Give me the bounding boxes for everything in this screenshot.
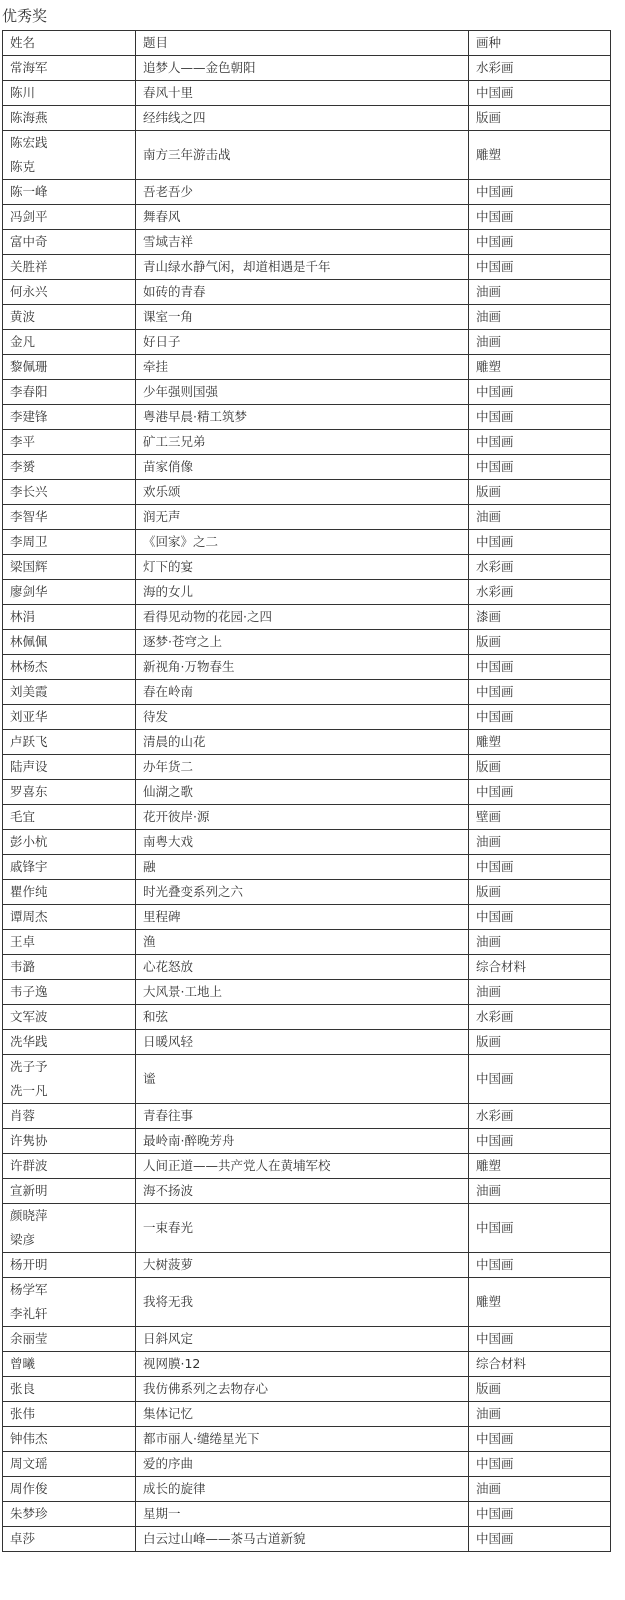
cell-name bbox=[3, 81, 136, 106]
cell-name bbox=[3, 230, 136, 255]
cell-name bbox=[3, 1104, 136, 1129]
table-row bbox=[3, 1377, 611, 1402]
cell-type: 中国画 bbox=[469, 780, 611, 805]
artist-name: 常海军 bbox=[10, 60, 48, 75]
cell-name bbox=[3, 530, 136, 555]
artist-name: 罗喜东 bbox=[10, 784, 48, 799]
table-row bbox=[3, 605, 611, 630]
cell-title: 办年货二 bbox=[136, 755, 469, 780]
table-row bbox=[3, 305, 611, 330]
cell-title: 粤港早晨·精工筑梦 bbox=[136, 405, 469, 430]
cell-title: 追梦人——金色朝阳 bbox=[136, 56, 469, 81]
table-row bbox=[3, 1352, 611, 1377]
awards-table bbox=[2, 30, 611, 1552]
cell-type: 油画 bbox=[469, 1179, 611, 1204]
artist-name: 肖蓉 bbox=[10, 1108, 36, 1123]
cell-name bbox=[3, 330, 136, 355]
cell-type: 油画 bbox=[469, 830, 611, 855]
cell-type: 油画 bbox=[469, 305, 611, 330]
cell-name bbox=[3, 280, 136, 305]
cell-title: 好日子 bbox=[136, 330, 469, 355]
table-row bbox=[3, 330, 611, 355]
cell-type: 水彩画 bbox=[469, 1104, 611, 1129]
artist-name: 关胜祥 bbox=[10, 259, 48, 274]
cell-type: 中国画 bbox=[469, 1204, 611, 1253]
artist-name: 李礼轩 bbox=[10, 1306, 48, 1321]
cell-type: 壁画 bbox=[469, 805, 611, 830]
cell-name bbox=[3, 780, 136, 805]
table-row bbox=[3, 131, 611, 180]
cell-type: 中国画 bbox=[469, 530, 611, 555]
table-header-row bbox=[3, 31, 611, 56]
cell-name bbox=[3, 255, 136, 280]
table-row bbox=[3, 480, 611, 505]
cell-type: 中国画 bbox=[469, 230, 611, 255]
cell-title: 如砖的青春 bbox=[136, 280, 469, 305]
cell-name bbox=[3, 605, 136, 630]
cell-name bbox=[3, 1452, 136, 1477]
table-row bbox=[3, 830, 611, 855]
cell-name bbox=[3, 1005, 136, 1030]
cell-title: 青春往事 bbox=[136, 1104, 469, 1129]
cell-title: 春风十里 bbox=[136, 81, 469, 106]
artist-name: 刘美霞 bbox=[10, 684, 48, 699]
cell-title: 白云过山峰——茶马古道新貌 bbox=[136, 1527, 469, 1552]
artist-name: 钟伟杰 bbox=[10, 1431, 48, 1446]
cell-type: 中国画 bbox=[469, 680, 611, 705]
cell-title: 青山绿水静气闲，却道相遇是千年 bbox=[136, 255, 469, 280]
artist-name: 林杨杰 bbox=[10, 659, 48, 674]
table-row bbox=[3, 1253, 611, 1278]
cell-title: 人间正道——共产党人在黄埔军校 bbox=[136, 1154, 469, 1179]
table-row bbox=[3, 505, 611, 530]
artist-name: 富中奇 bbox=[10, 234, 48, 249]
cell-title: 谧 bbox=[136, 1055, 469, 1104]
cell-name bbox=[3, 1253, 136, 1278]
cell-title: 经纬线之四 bbox=[136, 106, 469, 131]
table-row bbox=[3, 1030, 611, 1055]
artist-name: 余丽莹 bbox=[10, 1331, 48, 1346]
cell-title: 花开彼岸·源 bbox=[136, 805, 469, 830]
cell-name bbox=[3, 555, 136, 580]
cell-name bbox=[3, 580, 136, 605]
artist-name: 李建锋 bbox=[10, 409, 48, 424]
cell-name bbox=[3, 380, 136, 405]
cell-title: 时光叠变系列之六 bbox=[136, 880, 469, 905]
table-row bbox=[3, 255, 611, 280]
cell-title: 苗家俏像 bbox=[136, 455, 469, 480]
cell-name bbox=[3, 1278, 136, 1327]
cell-title: 《回家》之二 bbox=[136, 530, 469, 555]
artist-name: 刘亚华 bbox=[10, 709, 48, 724]
cell-name bbox=[3, 880, 136, 905]
cell-title: 我将无我 bbox=[136, 1278, 469, 1327]
table-row bbox=[3, 1154, 611, 1179]
column-header-title: 题目 bbox=[136, 31, 469, 56]
artist-name: 廖剑华 bbox=[10, 584, 48, 599]
cell-type: 中国画 bbox=[469, 1129, 611, 1154]
table-row bbox=[3, 56, 611, 81]
table-row bbox=[3, 355, 611, 380]
cell-name bbox=[3, 180, 136, 205]
artist-name: 李智华 bbox=[10, 509, 48, 524]
cell-type: 雕塑 bbox=[469, 1154, 611, 1179]
cell-title: 南方三年游击战 bbox=[136, 131, 469, 180]
artist-name: 梁国辉 bbox=[10, 559, 48, 574]
cell-name bbox=[3, 830, 136, 855]
table-row bbox=[3, 905, 611, 930]
table-row bbox=[3, 680, 611, 705]
table-row bbox=[3, 280, 611, 305]
cell-type: 中国画 bbox=[469, 380, 611, 405]
table-row bbox=[3, 230, 611, 255]
cell-name bbox=[3, 1030, 136, 1055]
cell-name bbox=[3, 1129, 136, 1154]
cell-type: 雕塑 bbox=[469, 355, 611, 380]
cell-title: 都市丽人·缱绻星光下 bbox=[136, 1427, 469, 1452]
cell-name bbox=[3, 630, 136, 655]
cell-title: 待发 bbox=[136, 705, 469, 730]
artist-name: 朱梦珍 bbox=[10, 1506, 48, 1521]
cell-type: 中国画 bbox=[469, 1427, 611, 1452]
cell-type: 综合材料 bbox=[469, 955, 611, 980]
cell-type: 雕塑 bbox=[469, 730, 611, 755]
table-row bbox=[3, 81, 611, 106]
table-row bbox=[3, 1278, 611, 1327]
cell-title: 春在岭南 bbox=[136, 680, 469, 705]
cell-title: 吾老吾少 bbox=[136, 180, 469, 205]
artist-name: 陈克 bbox=[10, 159, 36, 174]
cell-title: 爱的序曲 bbox=[136, 1452, 469, 1477]
artist-name: 张良 bbox=[10, 1381, 36, 1396]
cell-name bbox=[3, 1327, 136, 1352]
cell-name bbox=[3, 405, 136, 430]
artist-name: 陆声设 bbox=[10, 759, 48, 774]
cell-type: 中国画 bbox=[469, 205, 611, 230]
artist-name: 冼一凡 bbox=[10, 1083, 48, 1098]
cell-name bbox=[3, 680, 136, 705]
cell-type: 版画 bbox=[469, 480, 611, 505]
cell-type: 版画 bbox=[469, 880, 611, 905]
artist-name: 许隽协 bbox=[10, 1133, 48, 1148]
artist-name: 杨开明 bbox=[10, 1257, 48, 1272]
cell-title: 灯下的宴 bbox=[136, 555, 469, 580]
artist-name: 文军波 bbox=[10, 1009, 48, 1024]
cell-title: 矿工三兄弟 bbox=[136, 430, 469, 455]
cell-title: 一束春光 bbox=[136, 1204, 469, 1253]
artist-name: 周文瑶 bbox=[10, 1456, 48, 1471]
cell-name bbox=[3, 355, 136, 380]
artist-name: 王卓 bbox=[10, 934, 36, 949]
cell-name bbox=[3, 930, 136, 955]
cell-type: 油画 bbox=[469, 1402, 611, 1427]
cell-title: 课室一角 bbox=[136, 305, 469, 330]
table-row bbox=[3, 1005, 611, 1030]
artist-name: 颜晓萍 bbox=[10, 1208, 48, 1223]
cell-name bbox=[3, 430, 136, 455]
cell-type: 雕塑 bbox=[469, 131, 611, 180]
cell-name bbox=[3, 1204, 136, 1253]
cell-type: 中国画 bbox=[469, 1502, 611, 1527]
artist-name: 谭周杰 bbox=[10, 909, 48, 924]
cell-title: 和弦 bbox=[136, 1005, 469, 1030]
table-row bbox=[3, 655, 611, 680]
artist-name: 李春阳 bbox=[10, 384, 48, 399]
cell-name bbox=[3, 1402, 136, 1427]
artist-name: 林佩佩 bbox=[10, 634, 48, 649]
cell-name bbox=[3, 755, 136, 780]
cell-type: 油画 bbox=[469, 930, 611, 955]
table-row bbox=[3, 106, 611, 131]
cell-type: 中国画 bbox=[469, 455, 611, 480]
artist-name: 杨学军 bbox=[10, 1282, 48, 1297]
cell-type: 雕塑 bbox=[469, 1278, 611, 1327]
table-row bbox=[3, 1452, 611, 1477]
cell-type: 水彩画 bbox=[469, 555, 611, 580]
table-row bbox=[3, 1104, 611, 1129]
cell-title: 成长的旋律 bbox=[136, 1477, 469, 1502]
table-row bbox=[3, 980, 611, 1005]
artist-name: 冯剑平 bbox=[10, 209, 48, 224]
cell-title: 海的女儿 bbox=[136, 580, 469, 605]
cell-title: 最岭南·醉晚芳舟 bbox=[136, 1129, 469, 1154]
table-row bbox=[3, 855, 611, 880]
cell-name bbox=[3, 1352, 136, 1377]
table-row bbox=[3, 630, 611, 655]
cell-type: 中国画 bbox=[469, 1527, 611, 1552]
table-row bbox=[3, 705, 611, 730]
table-row bbox=[3, 180, 611, 205]
cell-title: 视网膜·12 bbox=[136, 1352, 469, 1377]
artist-name: 韦潞 bbox=[10, 959, 36, 974]
cell-name bbox=[3, 480, 136, 505]
artist-name: 梁彦 bbox=[10, 1232, 36, 1247]
cell-name bbox=[3, 1179, 136, 1204]
cell-title: 仙湖之歌 bbox=[136, 780, 469, 805]
table-row bbox=[3, 430, 611, 455]
artist-name: 韦子逸 bbox=[10, 984, 48, 999]
artist-name: 戚锋宇 bbox=[10, 859, 48, 874]
cell-name bbox=[3, 1154, 136, 1179]
artist-name: 冼子予 bbox=[10, 1059, 48, 1074]
cell-name bbox=[3, 106, 136, 131]
cell-type: 中国画 bbox=[469, 255, 611, 280]
cell-type: 中国画 bbox=[469, 1253, 611, 1278]
column-header-name: 姓名 bbox=[3, 31, 136, 56]
table-row bbox=[3, 1402, 611, 1427]
cell-name bbox=[3, 855, 136, 880]
artist-name: 黎佩珊 bbox=[10, 359, 48, 374]
table-row bbox=[3, 1327, 611, 1352]
table-row bbox=[3, 1427, 611, 1452]
cell-type: 综合材料 bbox=[469, 1352, 611, 1377]
cell-type: 油画 bbox=[469, 330, 611, 355]
cell-title: 少年强则国强 bbox=[136, 380, 469, 405]
table-row bbox=[3, 580, 611, 605]
cell-type: 中国画 bbox=[469, 1452, 611, 1477]
cell-type: 中国画 bbox=[469, 905, 611, 930]
cell-title: 雪域吉祥 bbox=[136, 230, 469, 255]
artist-name: 李赟 bbox=[10, 459, 36, 474]
cell-type: 水彩画 bbox=[469, 56, 611, 81]
cell-title: 里程碑 bbox=[136, 905, 469, 930]
table-row bbox=[3, 555, 611, 580]
cell-name bbox=[3, 805, 136, 830]
cell-name bbox=[3, 1427, 136, 1452]
cell-type: 油画 bbox=[469, 280, 611, 305]
cell-type: 版画 bbox=[469, 106, 611, 131]
cell-title: 集体记忆 bbox=[136, 1402, 469, 1427]
cell-title: 清晨的山花 bbox=[136, 730, 469, 755]
cell-type: 版画 bbox=[469, 630, 611, 655]
cell-type: 版画 bbox=[469, 755, 611, 780]
artist-name: 张伟 bbox=[10, 1406, 36, 1421]
artist-name: 毛宜 bbox=[10, 809, 36, 824]
cell-type: 中国画 bbox=[469, 1055, 611, 1104]
table-row bbox=[3, 955, 611, 980]
cell-type: 水彩画 bbox=[469, 1005, 611, 1030]
artist-name: 陈海燕 bbox=[10, 110, 48, 125]
artist-name: 陈宏践 bbox=[10, 135, 48, 150]
cell-name bbox=[3, 1502, 136, 1527]
cell-name bbox=[3, 1477, 136, 1502]
artist-name: 冼华践 bbox=[10, 1034, 48, 1049]
column-header-type: 画种 bbox=[469, 31, 611, 56]
table-row bbox=[3, 755, 611, 780]
cell-title: 舞春风 bbox=[136, 205, 469, 230]
artist-name: 李平 bbox=[10, 434, 36, 449]
cell-name bbox=[3, 205, 136, 230]
artist-name: 瞿作纯 bbox=[10, 884, 48, 899]
cell-type: 中国画 bbox=[469, 855, 611, 880]
cell-type: 油画 bbox=[469, 505, 611, 530]
table-row bbox=[3, 405, 611, 430]
cell-name bbox=[3, 705, 136, 730]
cell-title: 大树菠萝 bbox=[136, 1253, 469, 1278]
cell-name bbox=[3, 1527, 136, 1552]
cell-type: 中国画 bbox=[469, 1327, 611, 1352]
cell-type: 油画 bbox=[469, 1477, 611, 1502]
artist-name: 周作俊 bbox=[10, 1481, 48, 1496]
cell-title: 心花怒放 bbox=[136, 955, 469, 980]
cell-title: 大风景·工地上 bbox=[136, 980, 469, 1005]
table-row bbox=[3, 1477, 611, 1502]
artist-name: 卓莎 bbox=[10, 1531, 36, 1546]
cell-title: 融 bbox=[136, 855, 469, 880]
artist-name: 何永兴 bbox=[10, 284, 48, 299]
cell-type: 中国画 bbox=[469, 81, 611, 106]
table-row bbox=[3, 380, 611, 405]
table-row bbox=[3, 1179, 611, 1204]
artist-name: 陈川 bbox=[10, 85, 36, 100]
cell-title: 海不扬波 bbox=[136, 1179, 469, 1204]
cell-title: 欢乐颂 bbox=[136, 480, 469, 505]
cell-name bbox=[3, 505, 136, 530]
table-row bbox=[3, 930, 611, 955]
artist-name: 曾曦 bbox=[10, 1356, 36, 1371]
artist-name: 金凡 bbox=[10, 334, 36, 349]
cell-name bbox=[3, 56, 136, 81]
table-row bbox=[3, 205, 611, 230]
artist-name: 卢跃飞 bbox=[10, 734, 48, 749]
table-row bbox=[3, 1055, 611, 1104]
table-row bbox=[3, 780, 611, 805]
cell-title: 南粤大戏 bbox=[136, 830, 469, 855]
cell-title: 我仿佛系列之去物存心 bbox=[136, 1377, 469, 1402]
cell-type: 水彩画 bbox=[469, 580, 611, 605]
table-row bbox=[3, 880, 611, 905]
cell-title: 渔 bbox=[136, 930, 469, 955]
cell-title: 看得见动物的花园·之四 bbox=[136, 605, 469, 630]
cell-title: 牵挂 bbox=[136, 355, 469, 380]
cell-type: 漆画 bbox=[469, 605, 611, 630]
table-row bbox=[3, 1129, 611, 1154]
table-row bbox=[3, 1204, 611, 1253]
artist-name: 李长兴 bbox=[10, 484, 48, 499]
cell-type: 版画 bbox=[469, 1030, 611, 1055]
cell-name bbox=[3, 131, 136, 180]
cell-type: 中国画 bbox=[469, 705, 611, 730]
artist-name: 许群波 bbox=[10, 1158, 48, 1173]
cell-title: 逐梦·苍穹之上 bbox=[136, 630, 469, 655]
awards-table-body bbox=[3, 31, 611, 1552]
table-row bbox=[3, 730, 611, 755]
cell-name bbox=[3, 655, 136, 680]
cell-type: 中国画 bbox=[469, 405, 611, 430]
cell-name bbox=[3, 1377, 136, 1402]
section-heading: 优秀奖 bbox=[2, 7, 48, 25]
cell-title: 日斜风定 bbox=[136, 1327, 469, 1352]
cell-title: 日暖风轻 bbox=[136, 1030, 469, 1055]
artist-name: 陈一峰 bbox=[10, 184, 48, 199]
table-row bbox=[3, 530, 611, 555]
artist-name: 宣新明 bbox=[10, 1183, 48, 1198]
cell-name bbox=[3, 980, 136, 1005]
table-row bbox=[3, 1527, 611, 1552]
artist-name: 黄波 bbox=[10, 309, 36, 324]
cell-type: 版画 bbox=[469, 1377, 611, 1402]
table-row bbox=[3, 455, 611, 480]
cell-title: 星期一 bbox=[136, 1502, 469, 1527]
cell-type: 中国画 bbox=[469, 430, 611, 455]
artist-name: 李周卫 bbox=[10, 534, 48, 549]
cell-title: 润无声 bbox=[136, 505, 469, 530]
cell-name bbox=[3, 955, 136, 980]
cell-name bbox=[3, 905, 136, 930]
artist-name: 林涓 bbox=[10, 609, 36, 624]
cell-name bbox=[3, 1055, 136, 1104]
cell-type: 中国画 bbox=[469, 655, 611, 680]
cell-name bbox=[3, 730, 136, 755]
cell-title: 新视角·万物春生 bbox=[136, 655, 469, 680]
cell-type: 中国画 bbox=[469, 180, 611, 205]
table-row bbox=[3, 805, 611, 830]
cell-name bbox=[3, 305, 136, 330]
cell-type: 油画 bbox=[469, 980, 611, 1005]
cell-name bbox=[3, 455, 136, 480]
artist-name: 彭小杭 bbox=[10, 834, 48, 849]
table-row bbox=[3, 1502, 611, 1527]
